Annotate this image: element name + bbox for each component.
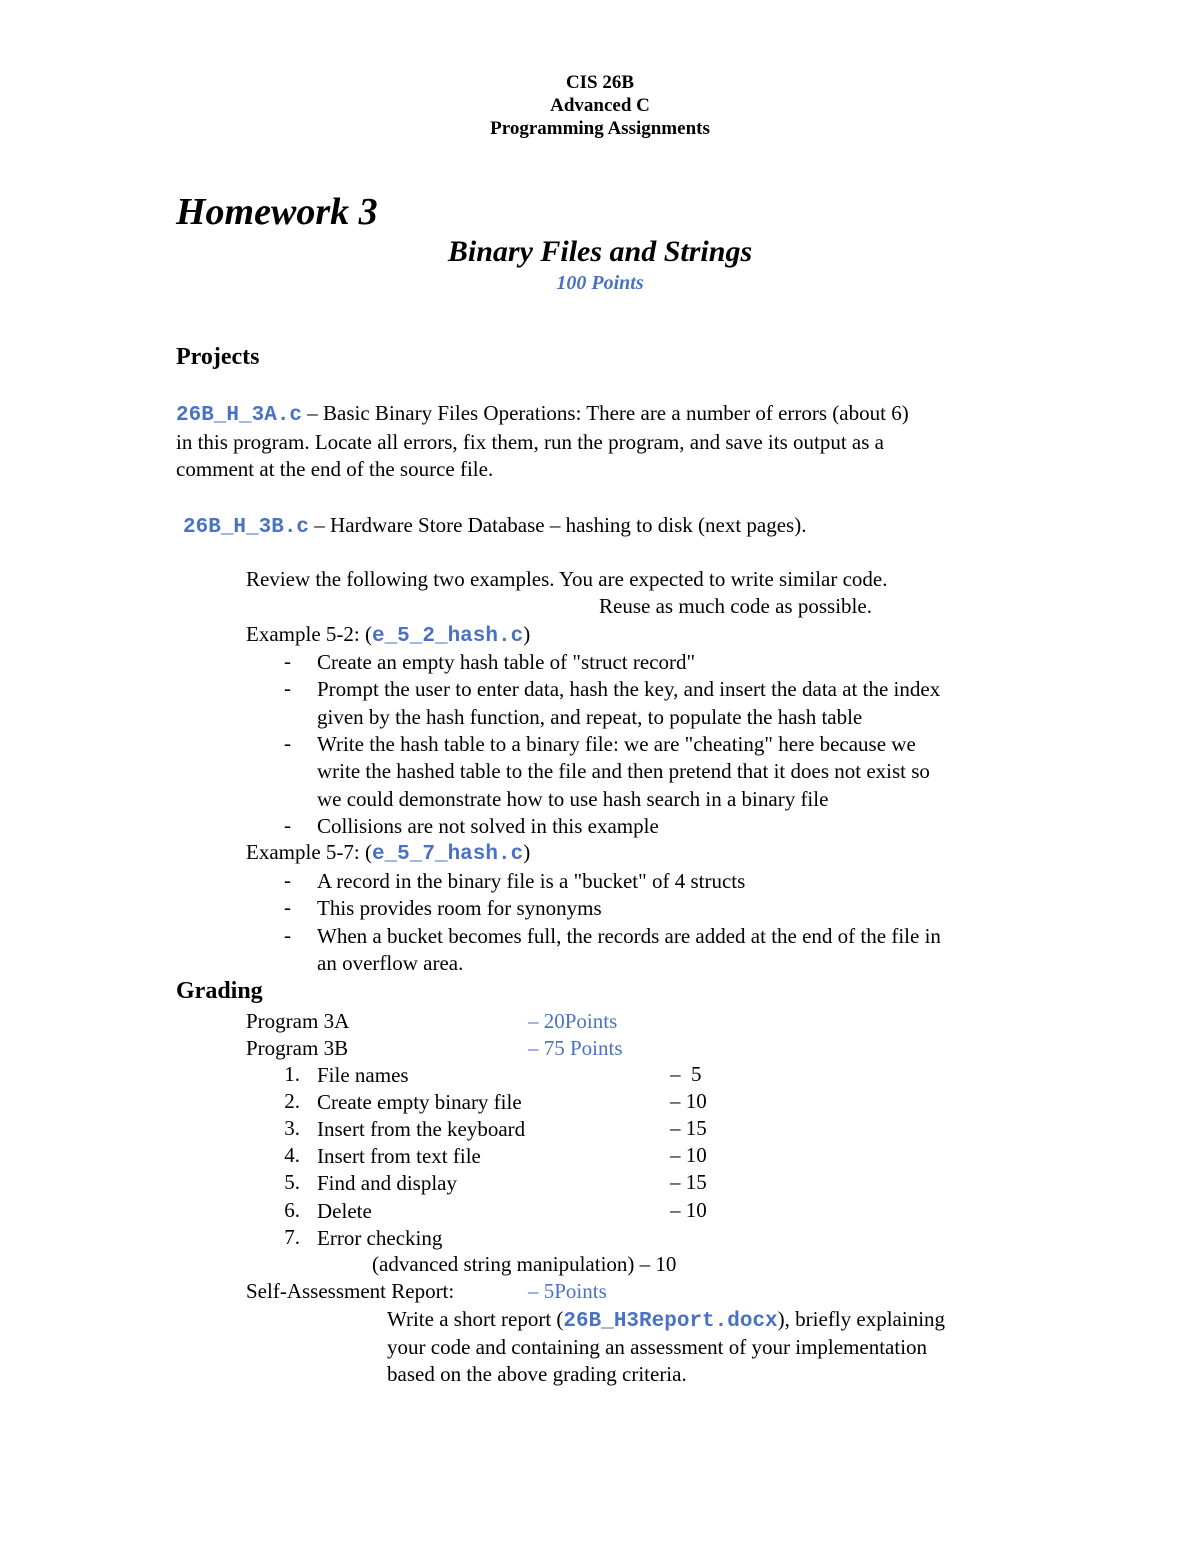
total-points: 100 Points <box>556 272 644 294</box>
bullet-dash: - <box>284 649 291 673</box>
bullet-text: This provides room for synonyms <box>317 896 602 921</box>
program-3a-label: Program 3A <box>246 1009 350 1033</box>
grading-item-label: Insert from text file <box>317 1144 481 1169</box>
section-title: Programming Assignments <box>490 118 710 139</box>
grading-item-points: – 10 <box>670 1197 707 1222</box>
grading-item-number: 1. <box>284 1062 300 1086</box>
item-7-subtext: (advanced string manipulation) – 10 <box>372 1252 677 1276</box>
grading-item-points: – 10 <box>670 1143 707 1168</box>
review-line2: Reuse as much code as possible. <box>599 594 872 618</box>
grading-item-points: – 10 <box>670 1089 707 1114</box>
project-3b-line: 26B_H_3B.c – Hardware Store Database – hashing to disk (next pages). <box>183 513 807 539</box>
bullet-text: When a bucket becomes full, the records are added at the end of the file in <box>317 923 941 948</box>
self-assessment-points: – 5Points <box>528 1279 607 1303</box>
grading-item-label: Delete <box>317 1198 372 1223</box>
bullet-text: A record in the binary file is a "bucket" of 4 structs <box>317 869 746 893</box>
grading-item-label: File names <box>317 1063 409 1087</box>
bullet-dash: - <box>284 676 291 701</box>
report-filename: 26B_H3Report.docx <box>563 1310 778 1333</box>
projects-heading: Projects <box>176 344 260 370</box>
example-5-7-heading: Example 5-7: (e_5_7_hash.c) <box>246 840 531 866</box>
self-assessment-label: Self-Assessment Report: <box>246 1279 455 1303</box>
topic-title: Binary Files and Strings <box>447 235 753 268</box>
grading-item-label: Error checking <box>317 1225 443 1250</box>
grading-item-points: – 15 <box>670 1116 707 1141</box>
grading-item-number: 4. <box>284 1143 300 1168</box>
bullet-dash: - <box>284 730 291 755</box>
bullet-text: Prompt the user to enter data, hash the key, and insert the data at the index <box>317 677 941 702</box>
bullet-text: we could demonstrate how to use hash search in a binary file <box>317 786 829 811</box>
bullet-text: given by the hash function, and repeat, to populate the hash table <box>317 704 863 729</box>
project-3a-line2: in this program. Locate all errors, fix them, run the program, and save its output as a <box>176 430 884 454</box>
bullet-dash: - <box>284 812 291 837</box>
page-title: Homework 3 <box>176 191 378 233</box>
grading-item-number: 7. <box>284 1224 300 1249</box>
grading-item-label: Find and display <box>317 1171 457 1196</box>
grading-heading: Grading <box>176 978 263 1004</box>
review-line1: Review the following two examples. You are expected to write similar code. <box>246 567 888 591</box>
bullet-text: Create an empty hash table of "struct record" <box>317 650 696 674</box>
project-3b-filename: 26B_H_3B.c <box>183 516 310 539</box>
program-3b-label: Program 3B <box>246 1036 349 1060</box>
grading-item-number: 2. <box>284 1089 300 1114</box>
project-3a-line3: comment at the end of the source file. <box>176 457 494 481</box>
grading-item-number: 5. <box>284 1170 300 1195</box>
bullet-dash: - <box>284 922 291 947</box>
bullet-text: Collisions are not solved in this example <box>317 813 659 838</box>
example-5-2-filename: e_5_2_hash.c <box>371 625 524 648</box>
program-3a-points: – 20Points <box>528 1009 618 1033</box>
bullet-text: write the hashed table to the file and then pretend that it does not exist so <box>317 759 930 784</box>
project-3a-filename: 26B_H_3A.c <box>176 404 303 427</box>
grading-item-label: Create empty binary file <box>317 1090 522 1115</box>
example-5-2-heading: Example 5-2: (e_5_2_hash.c) <box>246 622 531 648</box>
course-subtitle: Advanced C <box>550 95 650 116</box>
project-3a-line1: 26B_H_3A.c – Basic Binary Files Operations: There are a number of errors (about 6) <box>176 401 909 427</box>
example-5-7-filename: e_5_7_hash.c <box>371 843 524 866</box>
report-line3: based on the above grading criteria. <box>387 1362 687 1386</box>
program-3b-points: – 75 Points <box>528 1036 623 1060</box>
report-line2: your code and containing an assessment of your implementation <box>387 1335 928 1359</box>
bullet-text: Write the hash table to a binary file: we are "cheating" here because we <box>317 731 916 756</box>
bullet-text: an overflow area. <box>317 950 464 975</box>
grading-item-number: 6. <box>284 1197 300 1222</box>
grading-item-points: – 5 <box>670 1062 702 1086</box>
grading-item-number: 3. <box>284 1116 300 1141</box>
bullet-dash: - <box>284 868 291 892</box>
course-code: CIS 26B <box>565 72 635 93</box>
report-line1: Write a short report (26B_H3Report.docx), briefly explaining <box>387 1307 946 1333</box>
grading-item-label: Insert from the keyboard <box>317 1117 526 1142</box>
bullet-dash: - <box>284 895 291 920</box>
grading-item-points: – 15 <box>670 1170 707 1195</box>
